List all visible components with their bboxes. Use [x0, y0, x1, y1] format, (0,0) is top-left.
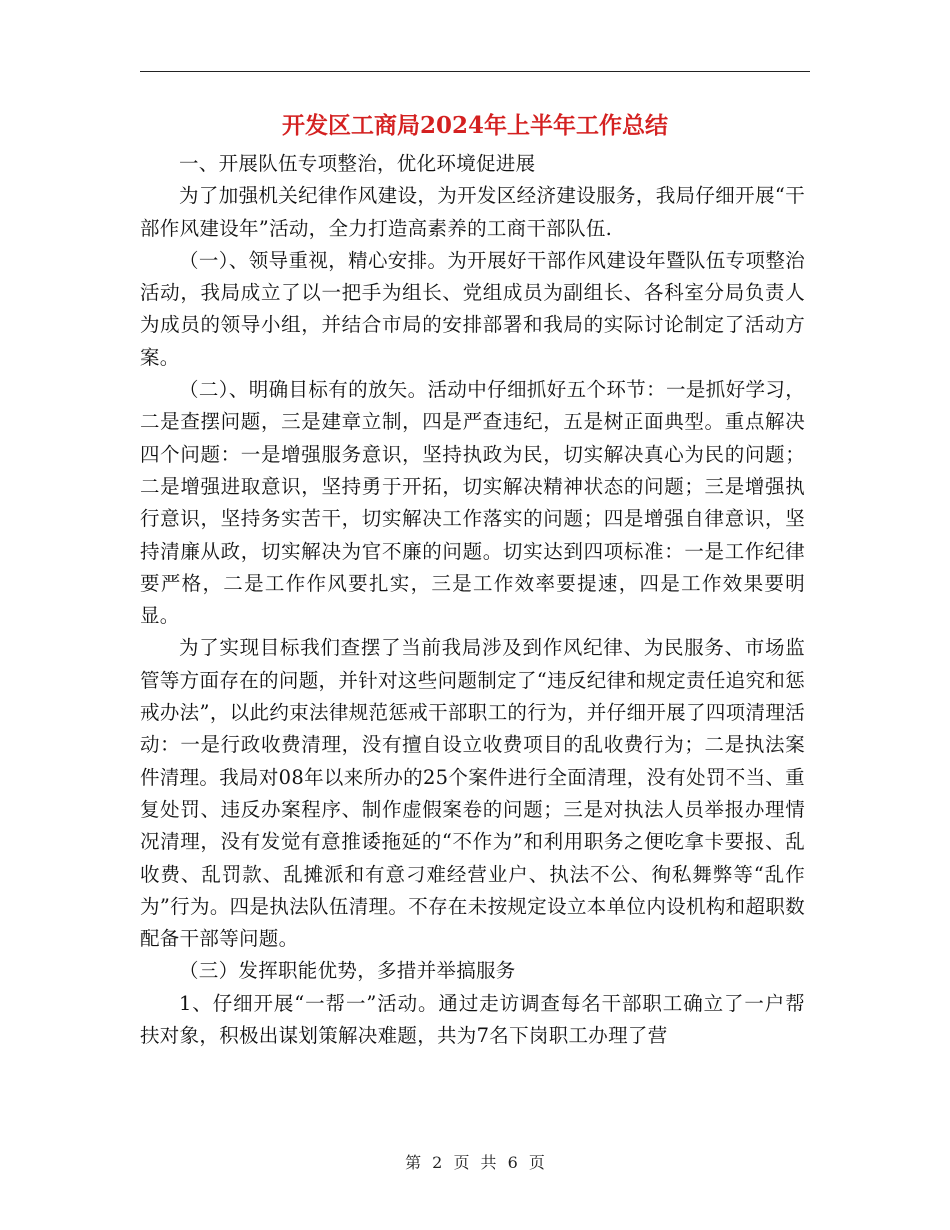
section-heading: （三）发挥职能优势，多措并举搞服务	[179, 959, 516, 983]
paragraph: 1、仔细开展“一帮一”活动。通过走访调查每名干部职工确立了一户帮扶对象，积极出谋划策解决难题，共为7名下岗职工办理了营	[140, 991, 805, 1048]
section-heading: 一、开展队伍专项整治，优化环境促进展	[179, 152, 536, 175]
header-rule	[140, 71, 810, 72]
paragraph: （二）、明确目标有的放矢。活动中仔细抓好五个环节：一是抓好学习，二是查摆问题，三是建章立制，四是严查违纪，五是树正面典型。重点解决四个问题：一是增强服务意识，坚持执政为民，切实解决真心为民的问题；二是增强进取意识，坚持勇于开拓，切实解决精神状态的问题；三是增强执行意识，坚持务实苦干，切实解决工作落实的问题；四是增强自律意识，坚持清廉从政，切实解决为官不廉的问题。切实达到四项标准：一是工作纪律要严格，二是工作作风要扎实，三是工作效率要提速，四是工作效果要明显。	[140, 378, 805, 628]
paragraph: 为了实现目标我们查摆了当前我局涉及到作风纪律、为民服务、市场监管等方面存在的问题，并针对这些问题制定了“违反纪律和规定责任追究和惩戒办法”，以此约束法律规范惩戒干部职工的行为，并仔细开展了四项清理活动：一是行政收费清理，没有擅自设立收费项目的乱收费行为；二是执法案件清理。我局对08年以来所办的25个案件进行全面清理，没有处罚不当、重复处罚、违反办案程序、制作虚假案卷的问题；三是对执法人员举报办理情况清理，没有发觉有意推诿拖延的“不作为”和利用职务之便吃拿卡要报、乱收费、乱罚款、乱摊派和有意刁难经营业户、执法不公、徇私舞弊等“乱作为”行为。四是执法队伍清理。不存在未按规定设立本单位内设机构和超职数配备干部等问题。	[140, 636, 805, 951]
page-number: 第 2 页 共 6 页	[405, 1153, 545, 1172]
paragraph: （一）、领导重视，精心安排。为开展好干部作风建设年暨队伍专项整治活动，我局成立了以一把手为组长、党组成员为副组长、各科室分局负责人为成员的领导小组，并结合市局的安排部署和我局的实际讨论制定了活动方案。	[140, 248, 805, 369]
document-title: 开发区工商局2024年上半年工作总结	[281, 112, 668, 139]
document-body	[140, 148, 805, 1052]
paragraph: 为了加强机关纪律作风建设，为开发区经济建设服务，我局仔细开展“干部作风建设年”活动，全力打造高素养的工商干部队伍.	[140, 184, 805, 240]
